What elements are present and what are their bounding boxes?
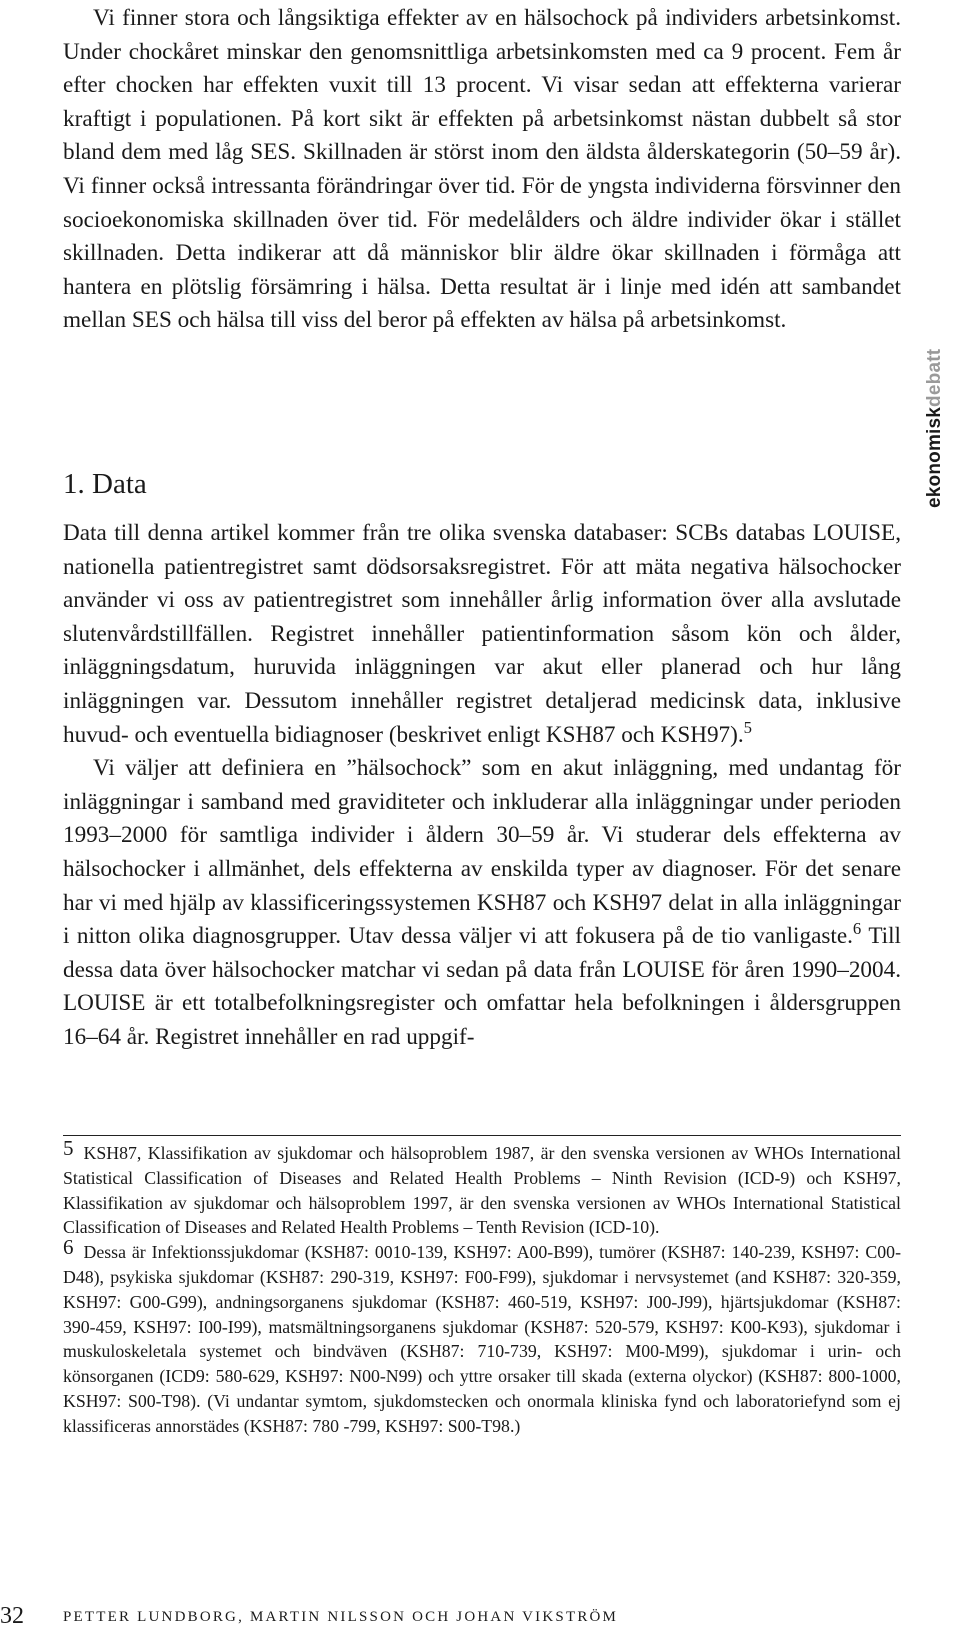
footnote-6 <box>63 1235 901 1438</box>
journal-logo-text <box>924 349 946 508</box>
intro-paragraph: Vi finner stora och långsiktiga effekter av en hälsochock på individers arbetsinkomst. Under chockåret minskar den genomsnittliga arbetsinkomsten med ca 9 procent. Fem år efter chocken har effekten vuxit till 13 procent. Vi visar sedan att effekterna varierar kraftigt i populationen. På kort sikt är effekten på arbetsinkomst nästan dubbelt så stor bland dem med låg SES. Skillnaden är störst inom den äldsta ålderskategorin (50–59 år). Vi finner också intressanta förändringar över tid. För de yngsta individerna försvinner den socioekonomiska skillnaden över tid. För medelålders och äldre individer ökar i stället skillnaden. Detta indikerar att då människor blir äldre ökar skillnaden i förmåga att hantera en plötslig försämring i hälsa. Detta resultat är i linje med idén att sambandet mellan SES och hälsa till viss del beror på effekten av hälsa på arbetsinkomst. <box>63 5 901 334</box>
footnote-ref-6[interactable]: 6 <box>852 918 862 938</box>
data-paragraph-2 <box>63 752 901 1054</box>
data-paragraph-1-text: Data till denna artikel kommer från tre olika svenska databaser: SCBs databas LOUISE, nationella patientregistret samt dödsorsaksregistret. För att mäta negativa hälsochocker använder vi oss av patientregistret som innehåller årlig information över alla avslutade slutenvårdstillfällen. Registret innehåller patientinformation såsom kön och ålder, inläggningsdatum, huruvida inläggningen var akut eller planerad och hur lång inläggningen var. Dessutom innehåller registret detaljerad medicinsk data, inklusive huvud- och eventuella bidiagnoser (beskrivet enligt KSH87 och KSH97). <box>63 520 901 748</box>
footnote-number: 5 <box>63 1135 74 1160</box>
section-body <box>63 517 901 1055</box>
data-paragraph-1 <box>63 517 901 752</box>
data-paragraph-2-text-b: Till dessa data över hälsochocker matchar vi sedan på data från LOUISE för åren 1990–2004. LOUISE är ett totalbefolkningsregister och omfattar hela befolkningen i åldersgruppen 16–64 år. Registret innehåller en rad uppgif- <box>63 923 901 1050</box>
data-paragraph-2-text-a: Vi väljer att definiera en ”hälsochock” som en akut inläggning, med undantag för inläggningar i samband med graviditeter och inkluderar alla inläggningar under perioden 1993–2000 för samtliga individer i åldern 30–59 år. Vi studerar dels effekterna av hälsochocker i allmänhet, dels effekterna av enskilda typer av diagnoser. För det senare har vi med hjälp av klassificeringssystemen KSH87 och KSH97 delat in alla inläggningar i nitton olika diagnosgrupper. Utav dessa väljer vi att fokusera på de tio vanligaste. <box>63 755 901 950</box>
intro-paragraph-block <box>63 2 901 338</box>
section-heading: 1. Data <box>63 468 147 500</box>
footnote-divider <box>63 1135 901 1136</box>
page-footer <box>0 1603 960 1629</box>
footnote-text: Dessa är Infektionssjukdomar (KSH87: 0010-139, KSH97: A00-B99), tumörer (KSH87: 140-239, KSH97: C00-D48), psykiska sjukdomar (KSH87: 290-319, KSH97: F00-F99), sjukdomar i nervsystemet (and KSH87: 320-359, KSH97: G00-G99), andningsorganens sjukdomar (KSH87: 460-519, KSH97: J00-J99), hjärtsjukdomar (KSH87: 390-459, KSH97: I00-I99), matsmältningsorganens sjukdomar (KSH87: 520-579, KSH97: K00-K93), sjukdomar i muskuloskeletala systemet och bindväven (KSH87: 710-739, KSH97: M00-M99), sjukdomar i urin- och könsorganen (ICD9: 580-629, KSH97: N00-N99) och yttre orsaker till skada (externa olyckor) (KSH87: 800-1000, KSH97: S00-T98). (Vi undantar symtom, sjukdomstecken och onormala kliniska fynd och laboratoriefynd som ej klassificeras annorstädes (KSH87: 780 -799, KSH97: S00-T98.) <box>63 1242 901 1436</box>
journal-logo-word-2: debatt <box>924 348 945 407</box>
running-footer-authors: PETTER LUNDBORG, MARTIN NILSSON OCH JOHAN VIKSTRÖM <box>63 1609 619 1625</box>
footnote-text: KSH87, Klassifikation av sjukdomar och hälsoproblem 1987, är den svenska versionen av WHOs International Statistical Classification of Diseases and Related Health Problems – Ninth Revision (ICD-9) och KSH97, Klassifikation av sjukdomar och hälsoproblem 1997, är den svenska versionen av WHOs International Statistical Classification of Diseases and Related Health Problems – Tenth Revision (ICD-10). <box>63 1143 901 1238</box>
page-number: 32 <box>0 1603 24 1629</box>
footnote-5 <box>63 1135 901 1240</box>
footnotes <box>63 1135 901 1439</box>
journal-side-tag <box>924 278 944 508</box>
footnote-number: 6 <box>63 1235 74 1259</box>
journal-logo-word-1: ekonomisk <box>924 406 945 508</box>
footnote-ref-5[interactable]: 5 <box>743 717 753 737</box>
